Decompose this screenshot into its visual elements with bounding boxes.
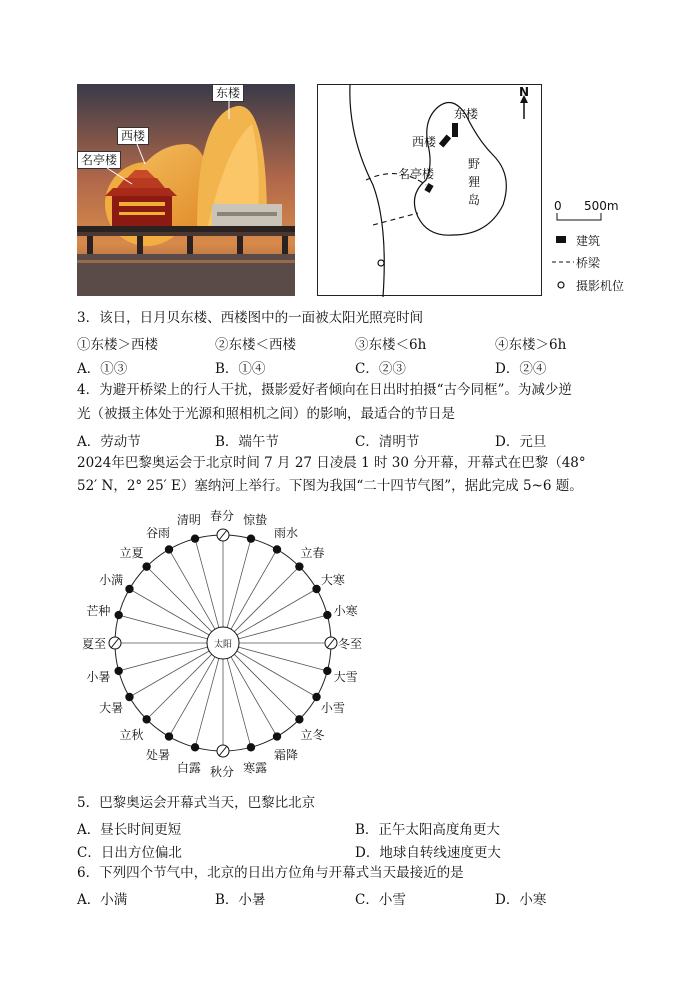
map-label-east: 东楼 (454, 107, 479, 121)
term-label: 大雪 (333, 670, 358, 685)
map-north-label: N (519, 85, 530, 99)
legend-bridge-icon (552, 259, 574, 265)
term-label: 夏至 (82, 637, 107, 651)
photo-label-pavilion: 名亭楼 (77, 151, 121, 169)
q4-option-b: B．端午节 (215, 434, 279, 450)
term-label: 寒露 (243, 760, 268, 775)
q5-option-c: C．日出方位偏北 (77, 845, 182, 861)
term-label: 小满 (99, 573, 124, 587)
term-spoke (237, 651, 317, 697)
term-marker (247, 534, 255, 542)
q4-stem-line2: 光（被摄主体处于光源和照相机之间）的影响，最适合的节日是 (77, 406, 455, 422)
q3-option-a: A．①③ (77, 361, 128, 377)
photo-label-west: 西楼 (117, 127, 149, 145)
legend-camera-label: 摄影机位 (576, 279, 625, 293)
term-label: 惊蛰 (243, 513, 268, 528)
q5-option-a: A．昼长时间更短 (77, 822, 182, 838)
term-label: 立春 (300, 546, 325, 561)
scale-value: 500m (584, 199, 619, 213)
q3-statement-1: ①东楼＞西楼 (77, 337, 158, 353)
term-marker (125, 693, 133, 701)
photo-sunset-buildings (77, 84, 295, 296)
q3-option-d: D．②④ (495, 361, 547, 377)
q6-stem: 6．下列四个节气中，北京的日出方位角与开幕式当天最接近的是 (77, 865, 464, 881)
term-marker (165, 732, 173, 740)
term-marker (312, 693, 320, 701)
scale-bar (556, 212, 616, 222)
q6-option-d: D．小寒 (495, 892, 547, 908)
pavilion-marker (424, 183, 433, 193)
term-spoke (195, 658, 219, 747)
intro-line1: 2024年巴黎奥运会于北京时间 7 月 27 日凌晨 1 时 30 分开幕，开幕式在巴黎（48° (77, 455, 586, 471)
term-label: 立冬 (300, 727, 325, 742)
island-map (317, 84, 542, 296)
term-spoke (234, 567, 299, 632)
term-marker (323, 611, 331, 619)
photo-label-east: 东楼 (212, 84, 244, 102)
q3-statement-3: ③东楼＜6h (355, 337, 427, 353)
q6-option-a: A．小满 (77, 892, 128, 908)
term-spoke (231, 657, 277, 737)
intro-line2: 52′ N，2° 25′ E）塞纳河上举行。下图为我国“二十四节气图”，据此完成 5~6 题。 (77, 478, 583, 494)
term-label: 小暑 (86, 670, 111, 685)
q6-option-b: B．小暑 (215, 892, 266, 908)
term-marker (295, 715, 303, 723)
q3-statement-2: ②东楼＜西楼 (215, 337, 296, 353)
map-label-west: 西楼 (412, 135, 437, 149)
q6-option-c: C．小雪 (355, 892, 406, 908)
q5-option-b: B．正午太阳高度角更大 (355, 822, 500, 838)
term-label: 芒种 (86, 603, 111, 618)
term-marker (165, 545, 173, 553)
term-spoke (231, 549, 277, 629)
q5-option-d: D．地球自转线速度更大 (355, 845, 501, 861)
sun-label: 太阳 (214, 640, 233, 650)
q4-option-a: A．劳动节 (77, 434, 141, 450)
term-spoke (147, 567, 212, 632)
camera-position-marker (378, 260, 384, 266)
term-marker (312, 585, 320, 593)
q5-stem: 5．巴黎奥运会开幕式当天，巴黎比北京 (77, 795, 316, 811)
west-building-marker (439, 134, 451, 147)
term-spoke (238, 615, 327, 639)
term-spoke (227, 539, 251, 628)
term-label: 立秋 (119, 727, 144, 742)
term-marker (273, 732, 281, 740)
q4-stem-line1: 4．为避开桥梁上的行人干扰，摄影爱好者倾向在日出时拍摄“古今同框”。为减少逆 (77, 382, 572, 398)
term-label: 雨水 (274, 526, 299, 541)
q4-option-d: D．元旦 (495, 434, 547, 450)
term-label: 小寒 (333, 603, 358, 618)
scale-zero: 0 (554, 199, 562, 213)
legend-camera-icon (556, 280, 566, 290)
term-spoke (129, 651, 209, 697)
q3-stem: 3．该日，日月贝东楼、西楼图中的一面被太阳光照亮时间 (77, 310, 424, 326)
term-label: 白露 (176, 760, 201, 775)
term-marker (114, 667, 122, 675)
term-label: 秋分 (210, 765, 235, 779)
term-spoke (119, 615, 208, 639)
east-building-marker (452, 123, 458, 137)
term-marker (142, 562, 150, 570)
term-spoke (195, 539, 219, 628)
term-marker (247, 743, 255, 751)
term-label: 立夏 (119, 546, 144, 561)
q4-option-c: C．清明节 (355, 434, 420, 450)
term-spoke (119, 647, 208, 671)
term-label: 清明 (176, 513, 201, 528)
q3-option-b: B．①④ (215, 361, 266, 377)
legend-building-label: 建筑 (576, 234, 601, 248)
term-marker (191, 743, 199, 751)
term-spoke (227, 658, 251, 747)
q3-option-c: C．②③ (355, 361, 406, 377)
map-drawing (318, 85, 543, 297)
map-island-char-2: 狸 (468, 175, 481, 189)
legend-building-icon (556, 236, 566, 243)
term-label: 处暑 (146, 747, 171, 762)
map-label-pavilion: 名亭楼 (398, 167, 435, 181)
term-spoke (234, 654, 299, 719)
map-island-char-3: 岛 (468, 193, 481, 207)
term-marker (295, 562, 303, 570)
term-label: 小雪 (320, 701, 345, 715)
term-marker (323, 667, 331, 675)
photo-callout-lines (77, 84, 295, 296)
term-marker (125, 585, 133, 593)
term-label: 冬至 (338, 637, 363, 651)
solar-terms-diagram (80, 500, 380, 790)
term-spoke (169, 657, 215, 737)
term-spoke (147, 654, 212, 719)
term-spoke (237, 589, 317, 635)
q3-statement-4: ④东楼＞6h (495, 337, 567, 353)
term-label: 大暑 (99, 701, 124, 715)
term-label: 春分 (210, 509, 235, 523)
term-label: 大寒 (320, 573, 345, 587)
term-spoke (169, 549, 215, 629)
term-marker (114, 611, 122, 619)
map-island-char-1: 野 (468, 157, 481, 171)
term-marker (142, 715, 150, 723)
term-label: 谷雨 (146, 526, 171, 541)
legend-bridge-label: 桥梁 (576, 256, 601, 270)
term-spoke (238, 647, 327, 671)
term-label: 霜降 (274, 747, 299, 762)
term-marker (191, 534, 199, 542)
term-marker (273, 545, 281, 553)
term-spoke (129, 589, 209, 635)
